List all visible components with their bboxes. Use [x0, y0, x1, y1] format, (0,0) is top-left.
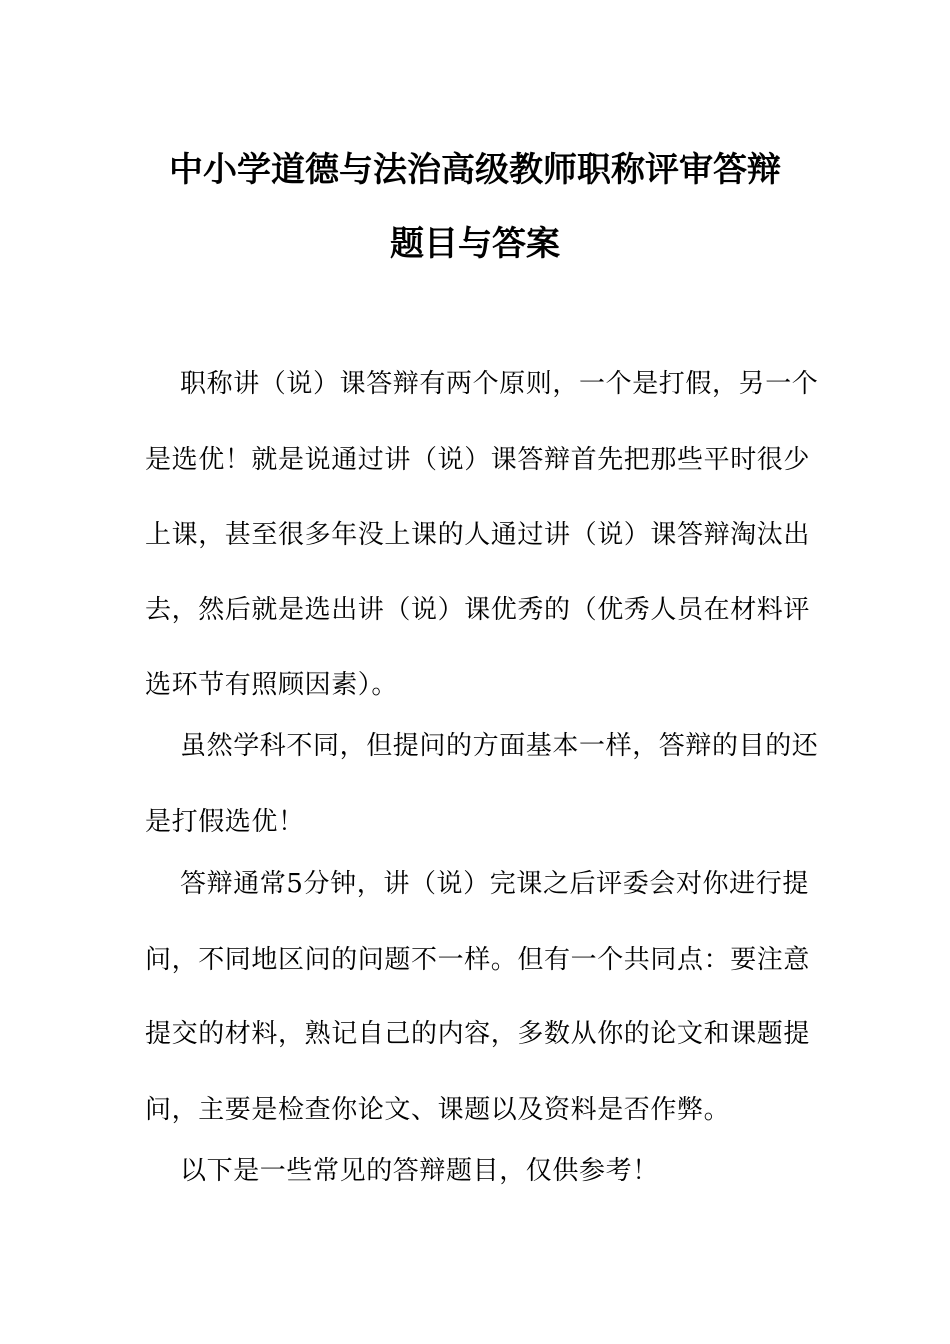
paragraph-4-line-1: 以下是一些常见的答辩题目，仅供参考！ [180, 1156, 659, 1186]
paragraph-3-line-1: 答辩通常5分钟，讲（说）完课之后评委会对你进行提 [180, 869, 809, 899]
paragraph-3-line-2: 问，不同地区问的问题不一样。但有一个共同点：要注意 [145, 945, 811, 975]
paragraph-2-line-2: 是打假选优！ [145, 807, 305, 837]
paragraph-1-line-2: 是选优！就是说通过讲（说）课答辩首先把那些平时很少 [145, 445, 811, 475]
paragraph-3-line-4: 问，主要是检查你论文、课题以及资料是否作弊。 [145, 1095, 731, 1125]
paragraph-3-line-3: 提交的材料，熟记自己的内容，多数从你的论文和课题提 [145, 1019, 811, 1049]
paragraph-1-line-5: 选环节有照顾因素）。 [145, 670, 399, 700]
paragraph-1-line-3: 上课，甚至很多年没上课的人通过讲（说）课答辩淘汰出 [145, 520, 811, 550]
document-title-line-2: 题目与答案 [390, 224, 560, 264]
paragraph-1-line-4: 去，然后就是选出讲（说）课优秀的（优秀人员在材料评 [145, 595, 811, 625]
paragraph-1-line-1: 职称讲（说）课答辩有两个原则，一个是打假，另一个 [180, 369, 819, 399]
paragraph-2-line-1: 虽然学科不同，但提问的方面基本一样，答辩的目的还 [180, 731, 819, 761]
document-title-line-1: 中小学道德与法治高级教师职称评审答辩 [169, 150, 781, 190]
